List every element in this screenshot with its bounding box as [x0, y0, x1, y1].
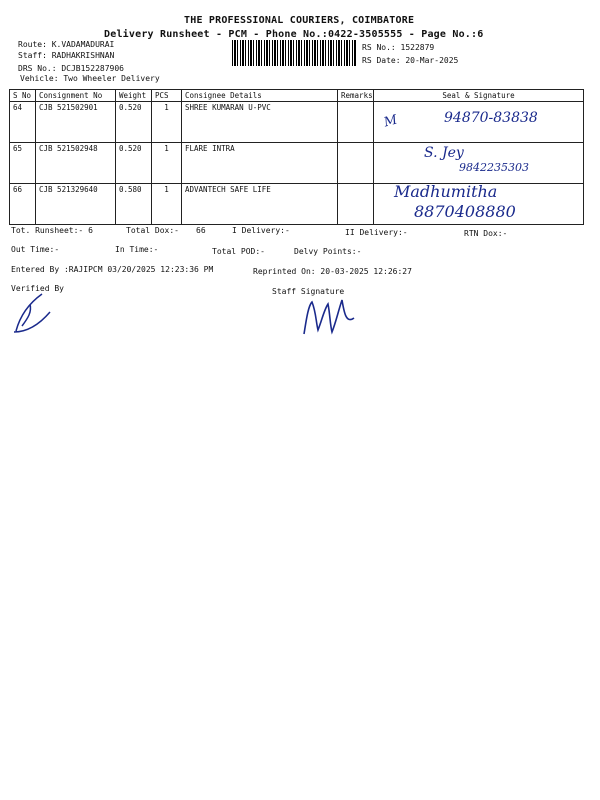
cell-signature	[374, 143, 584, 184]
total-pod: Total POD:-	[212, 247, 265, 256]
reprinted-on: Reprinted On: 20-03-2025 12:26:27	[253, 267, 412, 276]
header-seal-signature: Seal & Signature	[374, 90, 584, 102]
vehicle-label: Vehicle: Two Wheeler Delivery	[20, 74, 160, 83]
cell-consignee: ADVANTECH SAFE LIFE	[182, 184, 338, 225]
cell-weight: 0.580	[116, 184, 152, 225]
header-sno: S No	[10, 90, 36, 102]
cell-consignment: CJB 521329640	[36, 184, 116, 225]
header-pcs: PCS	[152, 90, 182, 102]
cell-signature	[374, 102, 584, 143]
signature-name: S. Jey	[424, 145, 464, 161]
signature-phone: 9842235303	[459, 161, 529, 174]
cell-sno: 66	[10, 184, 36, 225]
cell-consignment: CJB 521502948	[36, 143, 116, 184]
out-time: Out Time:-	[11, 245, 60, 254]
cell-remarks	[338, 184, 374, 225]
header-consignee: Consignee Details	[182, 90, 338, 102]
cell-consignee: SHREE KUMARAN U-PVC	[182, 102, 338, 143]
total-dox-label: Total Dox:-	[126, 226, 179, 235]
header-weight: Weight	[116, 90, 152, 102]
cell-weight: 0.520	[116, 143, 152, 184]
cell-remarks	[338, 102, 374, 143]
cell-pcs: 1	[152, 143, 182, 184]
cell-sno: 64	[10, 102, 36, 143]
in-time: In Time:-	[115, 245, 159, 254]
verified-by-label: Verified By	[11, 284, 64, 293]
signature-phone: 94870-83838	[444, 110, 538, 126]
cell-consignee: FLARE INTRA	[182, 143, 338, 184]
rs-number: RS No.: 1522879	[362, 43, 435, 52]
cell-signature	[374, 184, 584, 225]
route-label: Route: K.VADAMADURAI	[18, 40, 115, 49]
header-remarks: Remarks	[338, 90, 374, 102]
table-row	[10, 102, 584, 143]
entered-by: Entered By :RAJIPCM 03/20/2025 12:23:36 PM	[11, 265, 214, 274]
cell-pcs: 1	[152, 184, 182, 225]
drs-label: DRS No.: DCJB152287906	[18, 64, 124, 73]
rs-date: RS Date: 20-Mar-2025	[362, 56, 459, 65]
header-consignment: Consignment No	[36, 90, 116, 102]
runsheet-table	[9, 89, 584, 225]
barcode-image	[232, 40, 356, 66]
signature-phone: 8870408880	[414, 202, 516, 221]
signature-name: M	[382, 112, 400, 131]
signature-name: Madhumitha	[394, 182, 498, 201]
company-title: THE PROFESSIONAL COURIERS, COIMBATORE	[184, 15, 415, 26]
delivery-points: Delvy Points:-	[294, 247, 362, 256]
tot-runsheet: Tot. Runsheet:- 6	[11, 226, 93, 235]
staff-label: Staff: RADHAKRISHNAN	[18, 51, 115, 60]
table-row	[10, 184, 584, 225]
total-dox-value: 66	[196, 226, 206, 235]
cell-pcs: 1	[152, 102, 182, 143]
table-row	[10, 143, 584, 184]
staff-signature-mark	[298, 292, 368, 340]
runsheet-subtitle: Delivery Runsheet - PCM - Phone No.:0422-3505555 - Page No.:6	[104, 29, 484, 40]
cell-weight: 0.520	[116, 102, 152, 143]
cell-sno: 65	[10, 143, 36, 184]
verifier-signature-mark	[8, 286, 58, 338]
cell-remarks	[338, 143, 374, 184]
staff-signature-label: Staff Signature	[272, 287, 345, 296]
cell-consignment: CJB 521502901	[36, 102, 116, 143]
table-header-row	[10, 90, 584, 102]
rtn-dox: RTN Dox:-	[464, 229, 508, 238]
first-delivery: I Delivery:-	[232, 226, 290, 235]
second-delivery: II Delivery:-	[345, 228, 408, 237]
